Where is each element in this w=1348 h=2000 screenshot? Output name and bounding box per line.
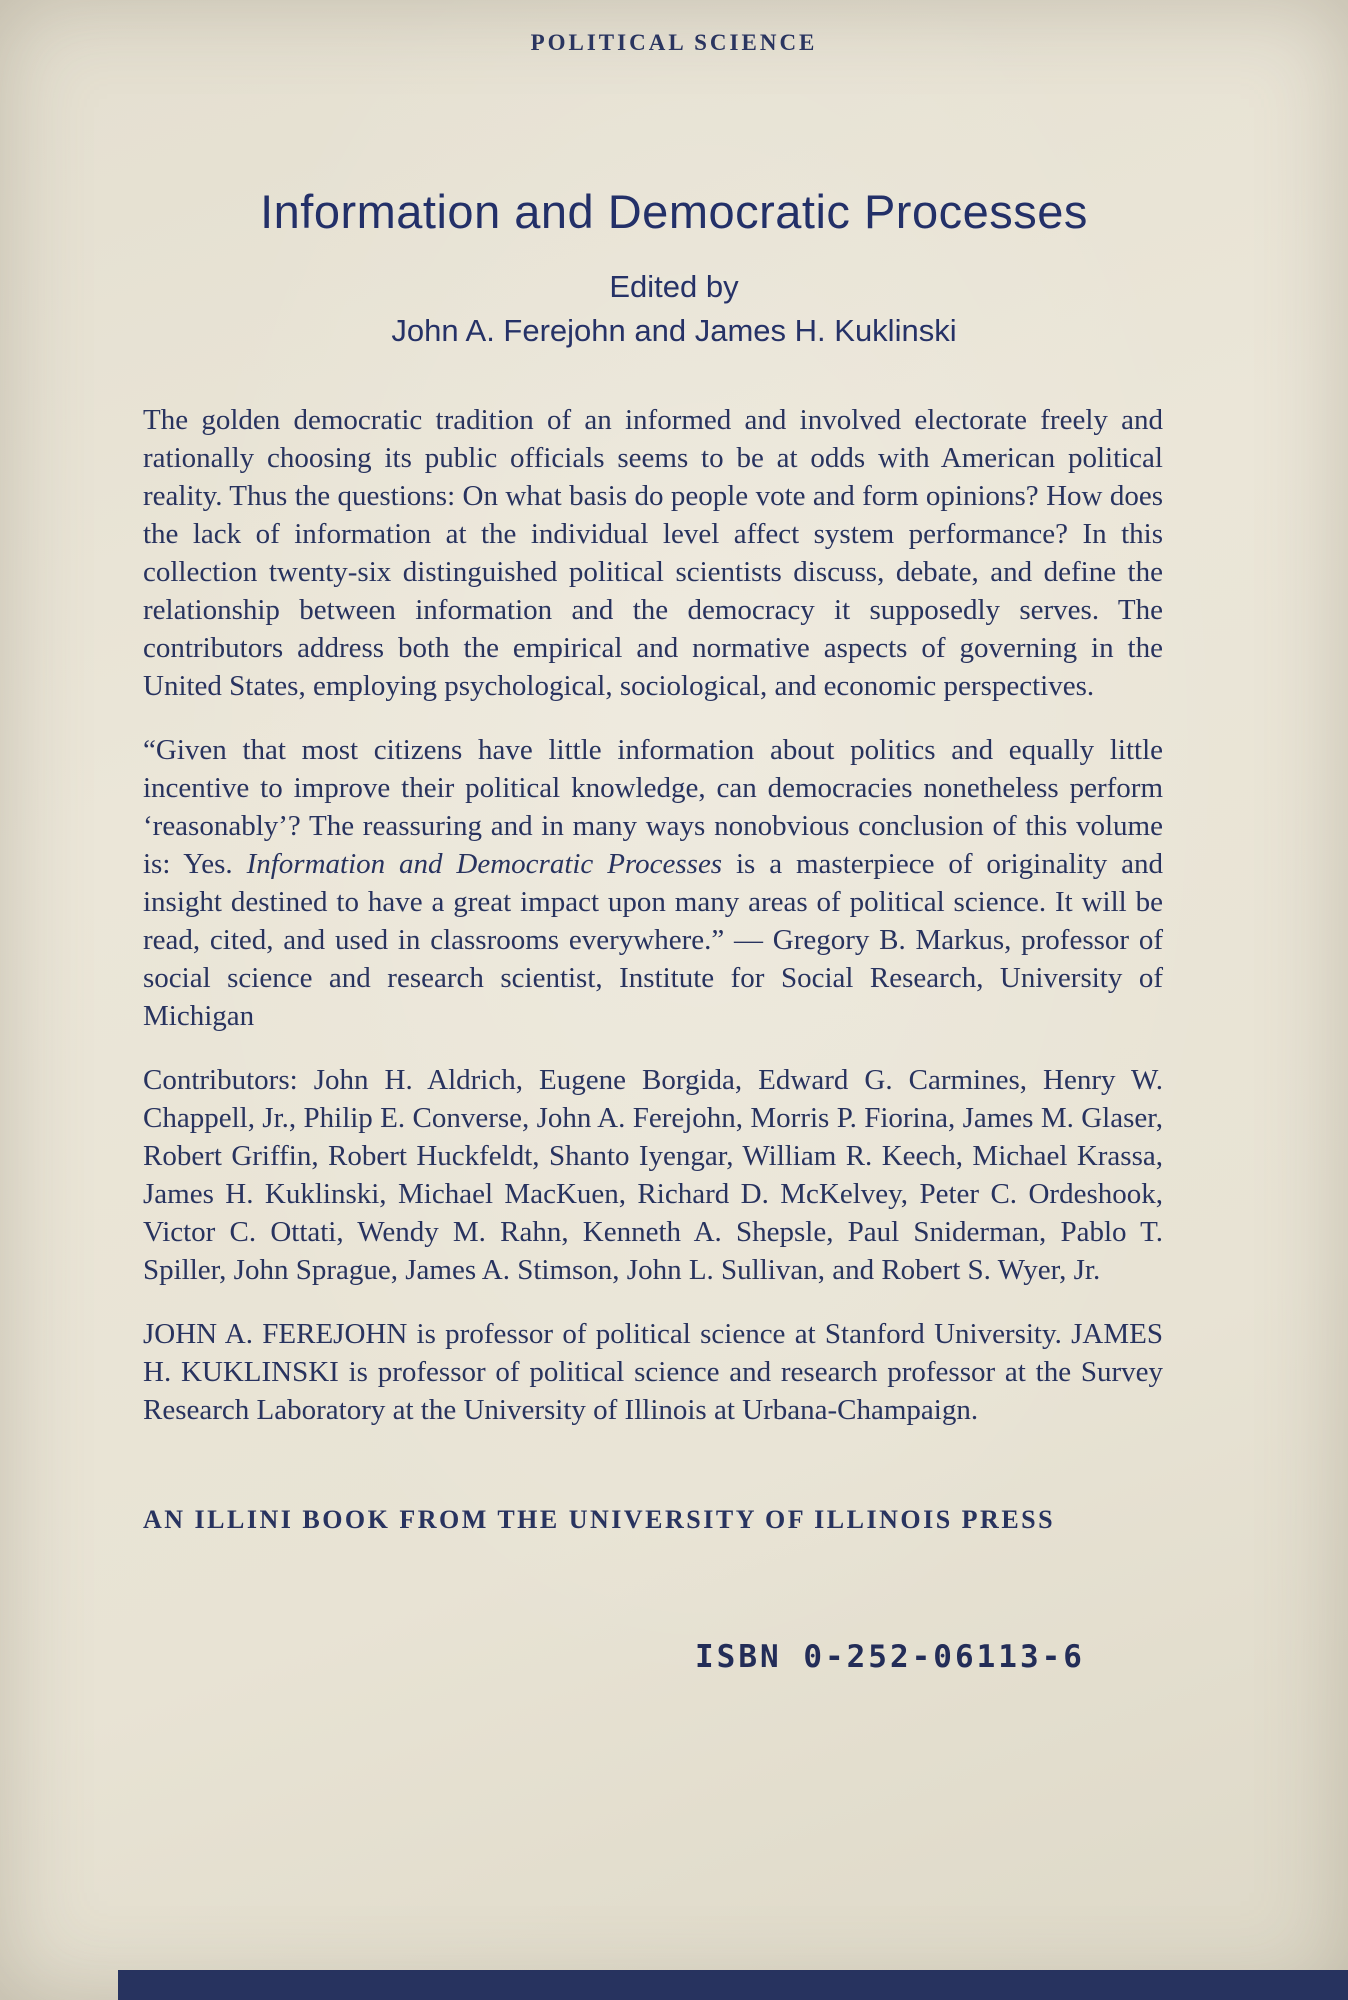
editors-names: John A. Ferejohn and James H. Kuklinski xyxy=(391,313,957,348)
review-quote xyxy=(143,731,1163,1035)
review-quote-italic-title: Information and Democratic Processes xyxy=(246,848,723,880)
edited-by-label: Edited by xyxy=(609,269,739,304)
isbn-text: ISBN 0-252-06113-6 xyxy=(695,1639,1085,1675)
bottom-accent-bar xyxy=(118,1970,1348,2000)
category-label: POLITICAL SCIENCE xyxy=(530,30,818,55)
contributors-paragraph: Contributors: John H. Aldrich, Eugene Borgida, Edward G. Carmines, Henry W. Chappell, Jr., Philip E. Converse, John A. Ferejohn, Morris P. Fiorina, James M. Glaser, Robert Griffin, Robert Huckfeldt, Shanto Iyengar, William R. Keech, Michael Krassa, James H. Kuklinski, Michael MacKuen, Richard D. McKelvey, Peter C. Ordeshook, Victor C. Ottati, Wendy M. Rahn, Kenneth A. Shepsle, Paul Sniderman, Pablo T. Spiller, John Sprague, James A. Stimson, John L. Sullivan, and Robert S. Wyer, Jr. xyxy=(143,1064,1163,1286)
review-quote-part2: is a masterpiece of originality and insight destined to have a great impact upon many areas of political science. It will be read, cited, and used in classrooms everywhere.” — Gregory B. Markus, professor of social science and research scientist, Institute for Social Research, University of Michigan xyxy=(143,848,1163,1032)
book-title: Information and Democratic Processes xyxy=(260,185,1088,238)
back-cover-text-column xyxy=(143,401,1163,1675)
review-quote-part1: “Given that most citizens have little information about politics and equally little incentive to improve their political knowledge, can democracies nonetheless perform ‘reasonably’? The reassuring and in many ways nonobvious conclusion of this volume is: Yes. xyxy=(143,734,1163,880)
editor-bios-paragraph: JOHN A. FEREJOHN is professor of political science at Stanford University. JAMES H. KUKLINSKI is professor of political science and research professor at the Survey Research Laboratory at the University of Illinois at Urbana-Champaign. xyxy=(143,1318,1163,1426)
imprint-line: AN ILLINI BOOK FROM THE UNIVERSITY OF ILLINOIS PRESS xyxy=(143,1505,1056,1534)
description-paragraph: The golden democratic tradition of an informed and involved electorate freely and rationally choosing its public officials seems to be at odds with American political reality. Thus the questions: On what basis do people vote and form opinions? How does the lack of information at the individual level affect system performance? In this collection twenty-six distinguished political scientists discuss, debate, and define the relationship between information and the democracy it supposedly serves. The contributors address both the empirical and normative aspects of governing in the United States, employing psychological, sociological, and economic perspectives. xyxy=(143,404,1163,702)
